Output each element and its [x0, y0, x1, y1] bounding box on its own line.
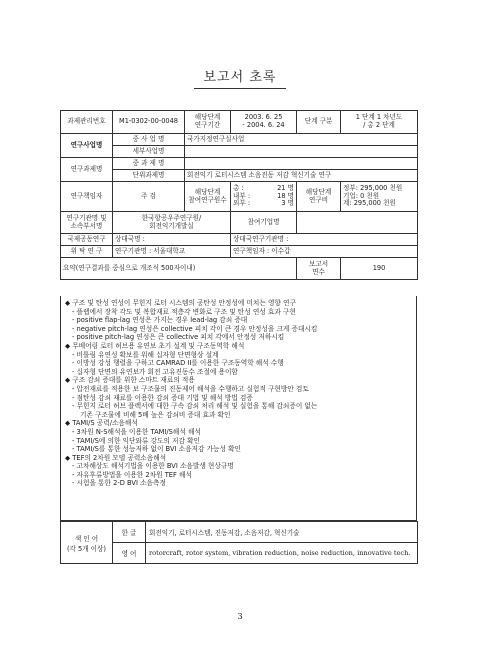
stage-label: 단계 구분 — [297, 111, 341, 134]
org-2: 회전익기개발실 — [149, 221, 194, 230]
stage-1: 1 단계 1 차년도 — [355, 113, 403, 122]
org-1: 한국항공우주연구원/ — [141, 213, 202, 222]
summary-line: ◆ TEF의 2차원 모델 공력소음해석 — [65, 453, 167, 462]
staff-external: 3 명 — [281, 199, 295, 208]
period-2: - 2004. 6. 24 — [242, 121, 285, 129]
project-label: 연구과제명 — [61, 158, 113, 182]
consign-org: 연구기관명 : 서울대학교 — [113, 246, 231, 258]
keywords-label-2: (각 5개 이상) — [66, 544, 106, 553]
intl-org: 상대국연구기관명 : — [231, 234, 418, 246]
pages-label — [297, 258, 341, 280]
summary-line: - 비틀림 유연성 확보를 위해 십자형 단면형상 설계 — [72, 350, 219, 359]
summary-line: - 압전재료를 적용한 보 구조물의 진동제어 해석을 수행하고 실험적 구현방안 검토 — [72, 384, 309, 393]
abstract-form-table — [60, 110, 418, 280]
cost-gov: 정부: 295,000 천원 — [343, 184, 403, 193]
pages: 190 — [341, 258, 418, 280]
cost-label-1: 해당단계 — [305, 187, 332, 196]
main-project-label: 중 과 제 명 — [113, 158, 185, 170]
phase-label-1: 해당단계 — [194, 113, 221, 122]
keywords-ko-label: 한 글 — [113, 522, 146, 543]
org-value — [113, 212, 231, 234]
summary-line: - 3차원 N-S해석을 이용한 TAMI/S해석 해석 — [72, 427, 201, 436]
summary-label: 요약(연구결과를 중심으로 개조식 500자이내) — [61, 258, 297, 280]
summary-box — [60, 296, 417, 521]
researcher-label: 연구책임자 — [61, 182, 113, 212]
staff-total: 21 명 — [277, 184, 295, 193]
unit-project: 회전익기 로터시스템 소음진동 저감 혁신기술 연구 — [185, 170, 418, 182]
pages-label-1: 보고서 — [308, 259, 329, 268]
summary-line: - negative pitch-lag 연성은 collective 피치 각이 큰 경우 안정성을 크게 증대시킴 — [72, 324, 318, 333]
summary-line: - TAMI/S를 통한 성능저하 없이 BVI 소음저감 가능성 확인 — [72, 445, 242, 454]
pages-label-2: 면수 — [312, 267, 325, 276]
org-label — [61, 212, 113, 234]
summary-line: ◆ 구조 감쇠 증대를 위한 스마트 재료의 적용 — [65, 376, 195, 385]
summary-line: ◆ 구조 및 탄성 연성이 무힌지 로터 시스템의 공탄성 안정성에 미치는 영향 연구 — [65, 299, 296, 307]
period-value — [231, 111, 297, 134]
cost-label-2: 연구비 — [308, 195, 329, 204]
keywords-label-1: 색 인 어 — [74, 534, 99, 543]
summary-line: 기존 구조물에 비해 5배 높은 감쇠비 증대 효과 확인 — [80, 410, 231, 419]
project-no: M1-0302-00-0048 — [113, 111, 185, 134]
page-number: 3 — [237, 612, 243, 621]
title-underline — [194, 88, 286, 89]
project-no-label: 과제관리번호 — [61, 111, 113, 134]
keywords-en: rotorcraft, rotor system, vibration reduction, noise reduction, innovative tech. — [146, 543, 418, 564]
cost-label — [297, 182, 341, 212]
cost-values — [341, 182, 418, 212]
partner — [297, 212, 418, 234]
summary-line: - 고차해상도 해석기법을 이용한 BVI 소음발생 현상규명 — [72, 462, 234, 471]
keywords-table — [60, 521, 418, 564]
org-label-2: 소속부서명 — [70, 221, 103, 230]
intl-country: 상대국명 : — [113, 234, 231, 246]
main-program: 국가지정연구실사업 — [185, 134, 418, 146]
summary-line: - 시험을 통한 2-D BVI 소음측정 — [72, 479, 166, 488]
keywords-en-label: 영 어 — [113, 543, 146, 564]
summary-line: - 무힌지 로터 허브 플렉서에 대한 구속 감쇠 처리 해석 및 실험을 통해 감쇠증이 없는 — [72, 402, 318, 411]
summary-line: - 십자형 단면의 유연보가 회전 고유진동수 조절에 용이함 — [72, 367, 238, 376]
consign-label: 위 탁 연 구 — [61, 246, 113, 258]
summary-line: - 점탄성 감쇠 재료를 이용한 감쇠 증대 기법 및 해석 방법 검증 — [72, 393, 253, 402]
summary-line: - 자유후류방법을 이용한 2차원 TEF 해석 — [72, 470, 192, 479]
staff-total-label: 총 : — [233, 184, 244, 193]
stage-value — [341, 111, 418, 134]
cost-company: 기업: 0 천원 — [343, 191, 380, 200]
intl-label: 국제공동연구 — [61, 234, 113, 246]
unit-project-label: 단위과제명 — [113, 170, 185, 182]
staff-counts — [231, 182, 297, 212]
sub-program-label: 세부사업명 — [113, 146, 185, 158]
keywords-ko: 회전익기, 로터시스템, 진동저감, 소음저감, 혁신기술 — [146, 522, 418, 543]
staff-external-label: 외부 : — [233, 199, 251, 208]
staff-label-2: 참여연구원수 — [188, 195, 227, 204]
cost-total: 계: 295,000 천원 — [343, 199, 396, 208]
summary-line: ◆ 무베어링 로터 허브용 유연보 초기 설계 및 구조동역학 해석 — [65, 341, 245, 350]
page-title: 보고서 초록 — [203, 70, 277, 85]
phase-label-2: 연구기간 — [194, 121, 221, 129]
keywords-label — [61, 522, 113, 564]
main-program-label: 중 사 업 명 — [113, 134, 185, 146]
summary-line: - positive flap-lag 연성은 가지는 경우 lead-lag 감쇠 증대 — [72, 316, 248, 325]
summary-line: - 플랩에서 장착 각도 및 복합재료 적층각 변화로 구조 및 탄성 연성 효과 구현 — [72, 307, 296, 316]
org-label-1: 연구기관명 및 — [66, 213, 107, 222]
summary-line: ◆ TAMI/S 공력/소음해석 — [65, 419, 138, 428]
main-project — [185, 158, 418, 170]
program-label: 연구사업명 — [61, 134, 113, 158]
stage-2: / 총 2 단계 — [363, 121, 395, 129]
staff-label-1: 해당단계 — [194, 187, 221, 196]
sub-program — [185, 146, 418, 158]
period-label — [185, 111, 231, 134]
partner-label: 참여기업명 — [231, 212, 297, 234]
summary-line: - TAMI/S에 의한 익단와류 강도의 저감 확인 — [72, 436, 200, 445]
researcher-name: 주 검 — [113, 182, 185, 212]
staff-internal: 18 명 — [277, 191, 295, 200]
staff-internal-label: 내부 : — [233, 191, 251, 200]
period-1: 2003. 6. 25 — [244, 113, 283, 122]
consign-lead: 연구책임자 : 이수갑 — [231, 246, 418, 258]
summary-line: - positive pitch-lag 연성은 큰 collective 피치 각에서 안정성 저하시킴 — [72, 333, 285, 342]
summary-line: - 이방성 강성 행렬을 구하고 CAMRAD II를 이용한 구조동역학 해석 수행 — [72, 359, 284, 368]
staff-label — [185, 182, 231, 212]
